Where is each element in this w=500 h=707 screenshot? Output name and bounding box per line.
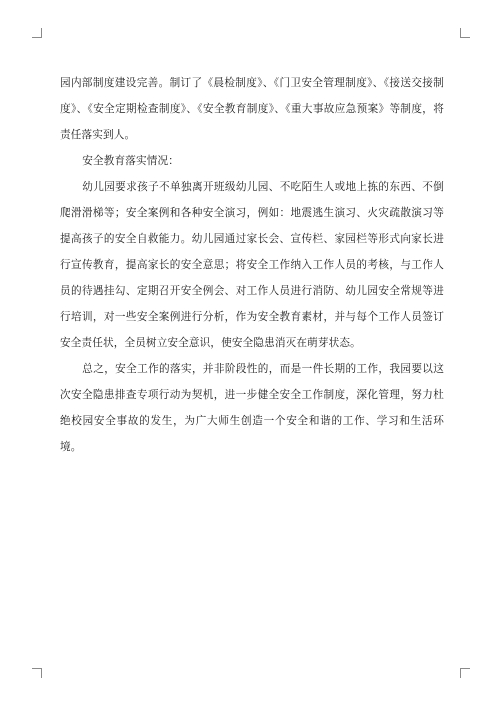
crop-mark-bottom-right	[460, 668, 470, 678]
paragraph-safety-education-heading: 安全教育落实情况：	[82, 155, 179, 167]
crop-mark-top-right	[460, 28, 470, 38]
document-body	[60, 70, 444, 460]
paragraph-conclusion: 总之，安全工作的落实，并非阶段性的，而是一件长期的工作，我园要以这次安全隐患排查专项行动为契机，进一步健全安全工作制度，深化管理，努力杜绝校园安全事故的发生，为广大师生创造一个安全和谐的工作、学习和生活环境。	[60, 363, 444, 453]
paragraph-system-construction: 园内部制度建设完善。制订了《晨检制度》、《门卫安全管理制度》、《接送交接制度》、《安全定期检查制度》、《安全教育制度》、《重大事故应急预案》等制度，将责任落实到人。	[60, 77, 444, 141]
crop-mark-top-left	[32, 28, 42, 38]
paragraph-safety-education-details: 幼儿园要求孩子不单独离开班级幼儿园、不吃陌生人或地上拣的东西、不倒爬滑滑梯等；安全案例和各种安全演习，例如：地震逃生演习、火灾疏散演习等提高孩子的安全自救能力。幼儿园通过家长会、宣传栏、家园栏等形式向家长进行宣传教育，提高家长的安全意思；将安全工作纳入工作人员的考核，与工作人员的待遇挂勾、定期召开安全例会、对工作人员进行消防、幼儿园安全常规等进行培训，对一些安全案例进行分析，作为安全教育素材，并与每个工作人员签订安全责任状，全员树立安全意识，使安全隐患消灭在萌芽状态。	[60, 181, 444, 349]
crop-mark-bottom-left	[32, 668, 42, 678]
